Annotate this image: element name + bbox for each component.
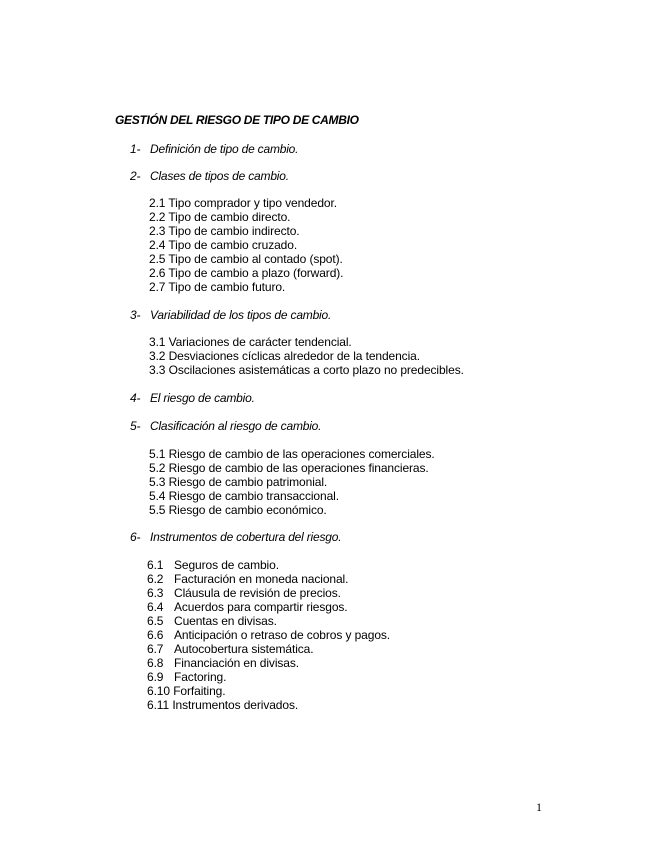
list-item (147, 628, 390, 642)
subsection-number: 6.6 (147, 628, 164, 642)
list-item: 2.2 Tipo de cambio directo. (149, 210, 291, 224)
section-number: 1- (130, 142, 141, 156)
list-item (147, 572, 390, 586)
subsection-label: Forfaiting. (173, 684, 226, 698)
section-6-subsections (147, 558, 390, 712)
subsection-label: Financiación en divisas. (174, 656, 300, 670)
list-item: 5.3 Riesgo de cambio patrimonial. (149, 475, 328, 489)
list-item (147, 600, 390, 614)
subsection-label: Cláusula de revisión de precios. (174, 586, 341, 600)
subsection-number: 6.10 (147, 684, 170, 698)
subsection-number: 6.3 (147, 586, 164, 600)
section-3 (130, 308, 331, 322)
subsection-label: Seguros de cambio. (174, 558, 279, 572)
section-label: Variabilidad de los tipos de cambio. (150, 308, 332, 322)
subsection-label: Facturación en moneda nacional. (174, 572, 349, 586)
subsection-number: 6.1 (147, 558, 164, 572)
list-item (147, 656, 390, 670)
section-number: 4- (130, 391, 141, 405)
section-label: Instrumentos de cobertura del riesgo. (150, 530, 342, 544)
subsection-label: Acuerdos para compartir riesgos. (174, 600, 348, 614)
section-6 (130, 530, 341, 544)
section-label: El riesgo de cambio. (150, 391, 255, 405)
list-item: 5.2 Riesgo de cambio de las operaciones financieras. (149, 461, 429, 475)
list-item: 5.1 Riesgo de cambio de las operaciones comerciales. (149, 447, 435, 461)
list-item: 3.1 Variaciones de carácter tendencial. (149, 335, 352, 349)
list-item: 5.5 Riesgo de cambio económico. (149, 503, 327, 517)
subsection-number: 6.5 (147, 614, 164, 628)
section-label: Clasificación al riesgo de cambio. (150, 419, 322, 433)
section-label: Clases de tipos de cambio. (150, 169, 289, 183)
subsection-number: 6.4 (147, 600, 164, 614)
list-item (147, 670, 390, 684)
section-number: 2- (130, 169, 141, 183)
list-item (147, 586, 390, 600)
subsection-label: Autocobertura sistemática. (174, 642, 314, 656)
subsection-number: 6.9 (147, 670, 164, 684)
list-item: 2.4 Tipo de cambio cruzado. (149, 238, 298, 252)
list-item (147, 684, 390, 698)
subsection-label: Instrumentos derivados. (172, 698, 299, 712)
list-item: 5.4 Riesgo de cambio transaccional. (149, 489, 339, 503)
section-5 (130, 419, 321, 433)
document-title: GESTIÓN DEL RIESGO DE TIPO DE CAMBIO (115, 113, 359, 127)
subsection-label: Anticipación o retraso de cobros y pagos. (174, 628, 391, 642)
subsection-number: 6.11 (147, 698, 170, 712)
list-item (147, 614, 390, 628)
section-2 (130, 169, 289, 183)
subsection-label: Factoring. (174, 670, 227, 684)
section-2-subsections (149, 196, 343, 294)
section-3-subsections (149, 335, 464, 377)
list-item: 2.5 Tipo de cambio al contado (spot). (149, 252, 343, 266)
page-number: 1 (536, 800, 542, 814)
section-number: 3- (130, 308, 141, 322)
list-item: 3.3 Oscilaciones asistemáticas a corto plazo no predecibles. (149, 363, 464, 377)
list-item (147, 698, 390, 712)
subsection-label: Cuentas en divisas. (174, 614, 277, 628)
section-4 (130, 391, 255, 405)
subsection-number: 6.2 (147, 572, 164, 586)
subsection-number: 6.8 (147, 656, 164, 670)
list-item (147, 642, 390, 656)
section-5-subsections (149, 447, 435, 517)
subsection-number: 6.7 (147, 642, 164, 656)
list-item: 2.3 Tipo de cambio indirecto. (149, 224, 300, 238)
list-item: 2.1 Tipo comprador y tipo vendedor. (149, 196, 337, 210)
list-item: 2.7 Tipo de cambio futuro. (149, 280, 286, 294)
list-item (147, 558, 390, 572)
section-1 (130, 142, 298, 156)
section-number: 5- (130, 419, 141, 433)
section-number: 6- (130, 530, 141, 544)
section-label: Definición de tipo de cambio. (150, 142, 299, 156)
list-item: 3.2 Desviaciones cíclicas alrededor de la tendencia. (149, 349, 420, 363)
list-item: 2.6 Tipo de cambio a plazo (forward). (149, 266, 344, 280)
